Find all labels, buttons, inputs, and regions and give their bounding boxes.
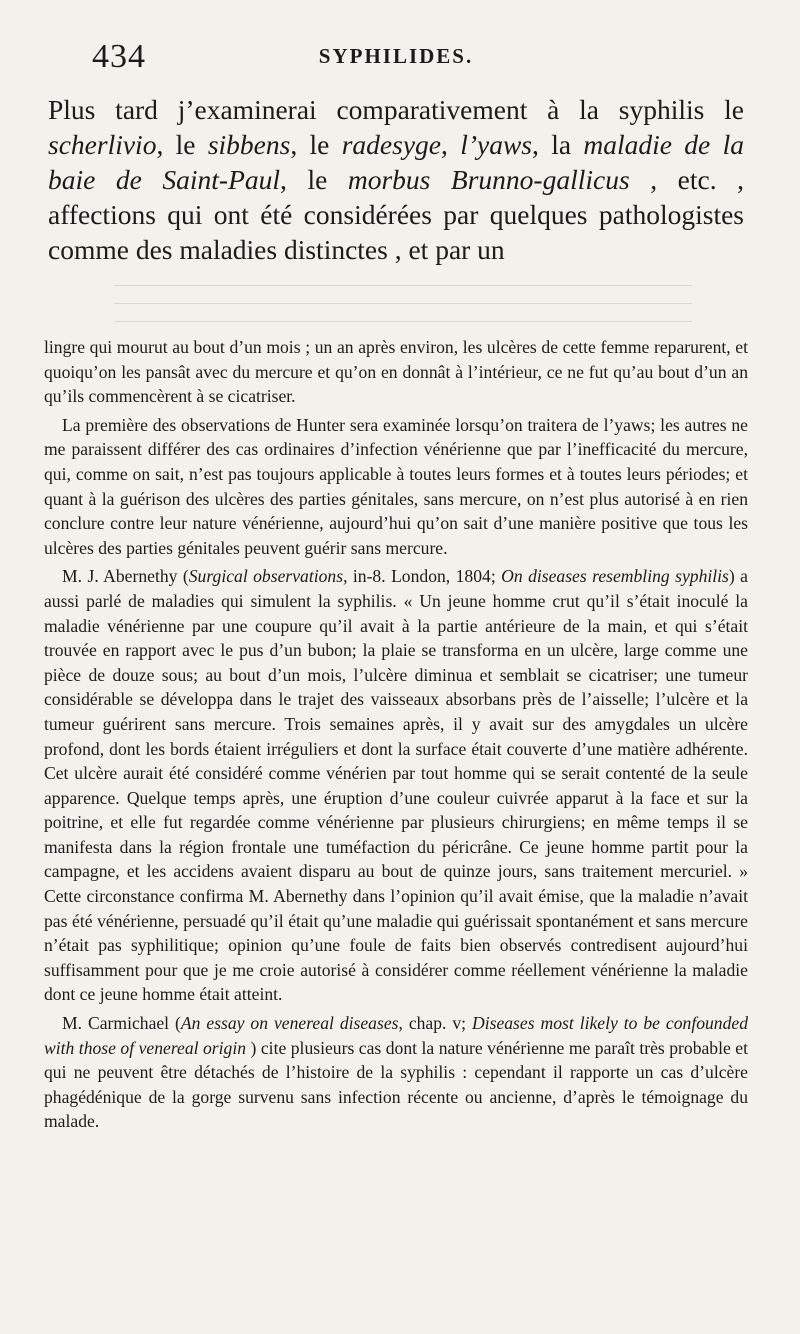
term-sibbens: sibbens [207,129,291,160]
note-text-segment: , in-8. London, 1804; [343,566,502,587]
main-text-segment: , le [280,164,348,195]
note-text-segment: ) cite plusieurs cas dont la nature vénérienne me paraît très probable et qui ne peuvent être détachés de l’histoire de la syphilis : cependant il rapporte un cas d’ulcère phagédénique de la gorge survenu sans infection récente ou ancienne, d’après le témoignage du malade. [44,1037,748,1132]
citation-title: Diseases most likely to be confounded with those of venereal origin [44,1013,748,1058]
footnote-paragraph-3 [44,564,748,1007]
main-text-segment: , le [156,129,208,160]
main-text-segment: , [440,129,461,160]
term-yaws: l’yaws [460,129,532,160]
term-scherlivio: scherlivio [48,129,157,160]
citation-title: An essay on venereal diseases [180,1013,399,1034]
note-text-segment: , chap. v; [398,1013,473,1034]
citation-title: On diseases resembling syphilis [501,566,729,587]
note-text-segment: M. Carmichael ( [62,1013,181,1034]
page-header [44,0,748,92]
footnote-paragraph-1: lingre qui mourut au bout d’un mois ; un an après environ, les ulcères de cette femme reparurent, et quoiqu’on les pansât avec du mercure et qu’on en donnât à l’intérieur, ce ne fut qu’au bout d’un an qu’ils commencèrent à se cicatriser. [44,337,748,407]
main-text-segment: , le [290,129,342,160]
term-maladie-saint-paul: maladie de la baie de Saint-Paul [48,129,744,195]
main-paragraph [44,92,748,267]
footnote-paragraph-2: La première des observations de Hunter sera examinée lorsqu’on traitera de l’yaws; les autres ne me paraissent différer des cas ordinaires d’infection vénérienne que par l’inefficacité du mercure, qui, comme on sait, n’est pas toujours applicable à toutes leurs formes et à toutes leurs périodes; et quant à la guérison des ulcères des parties génitales, sans mercure, on n’est plus autorisé à en rien conclure contre leur nature vénérienne, aujourd’hui qu’on sait d’une manière positive que tous les ulcères des parties génitales peuvent guérir sans mercure. [44,414,748,558]
citation-title: Surgical observations [188,566,344,587]
term-radesyge: radesyge [341,129,441,160]
main-text-segment: , etc. , affections qui ont été considérées par quelques pathologistes comme des maladies distinctes , et par un [48,164,744,265]
bleed-through-area [44,273,748,331]
main-text-segment: Plus tard j’examinerai comparativement à la syphilis le [48,94,744,125]
page-number: 434 [92,38,146,75]
running-title: SYPHILIDES. [318,44,474,68]
note-text-segment: M. J. Abernethy ( [62,566,189,587]
note-text-segment: ) a aussi parlé de maladies qui simulent la syphilis. « Un jeune homme crut qu’il s’était inoculé la maladie vénérienne par une coupure qu’il avait à la partie antérieure de la main, et qui s’était trouvée en rapport avec le pus d’un bubon; la plaie se transforma en un ulcère, large comme une pièce de douze sous; au bout d’un mois, l’ulcère diminua et semblait se cicatriser; une tumeur considérable se développa dans le trajet des vaisseaux absorbans près de l’aisselle; l’ulcère et la tumeur guérirent sans mercure. Trois semaines après, il y avait sur des amygdales un ulcère profond, dont les bords étaient irréguliers et dont la surface était couverte d’une matière adhérente. Cet ulcère aurait été considéré comme vénérien par tout homme qui se serait contenté de la seule apparence. Quelque temps après, une éruption d’une couleur cuivrée apparut à la face et sur la poitrine, et elle fut regardée comme vénérienne par plusieurs chirurgiens; en même temps il se manifesta dans la région frontale une tuméfaction du péricrâne. Ce jeune homme partit pour la campagne, et les accidens avaient disparu au bout de quinze jours, sans traitement mercuriel. » Cette circonstance confirma M. Abernethy dans l’opinion qu’il avait émise, que la maladie n’avait pas été vénérienne, persuadé qu’il était qu’une maladie qui guérissait spontanément et sans mercure n’était pas syphilitique; opinion qu’une foule de faits bien observés contredisent aujourd’hui suffisamment pour que je me croie autorisé à considérer comme réellement vénérienne la maladie dont ce jeune homme était atteint. [44,566,748,1005]
footnote-paragraph-4 [44,1011,748,1134]
main-text-segment: , la [532,129,584,160]
term-morbus-brunno-gallicus: morbus Brunno-gallicus [347,164,630,195]
